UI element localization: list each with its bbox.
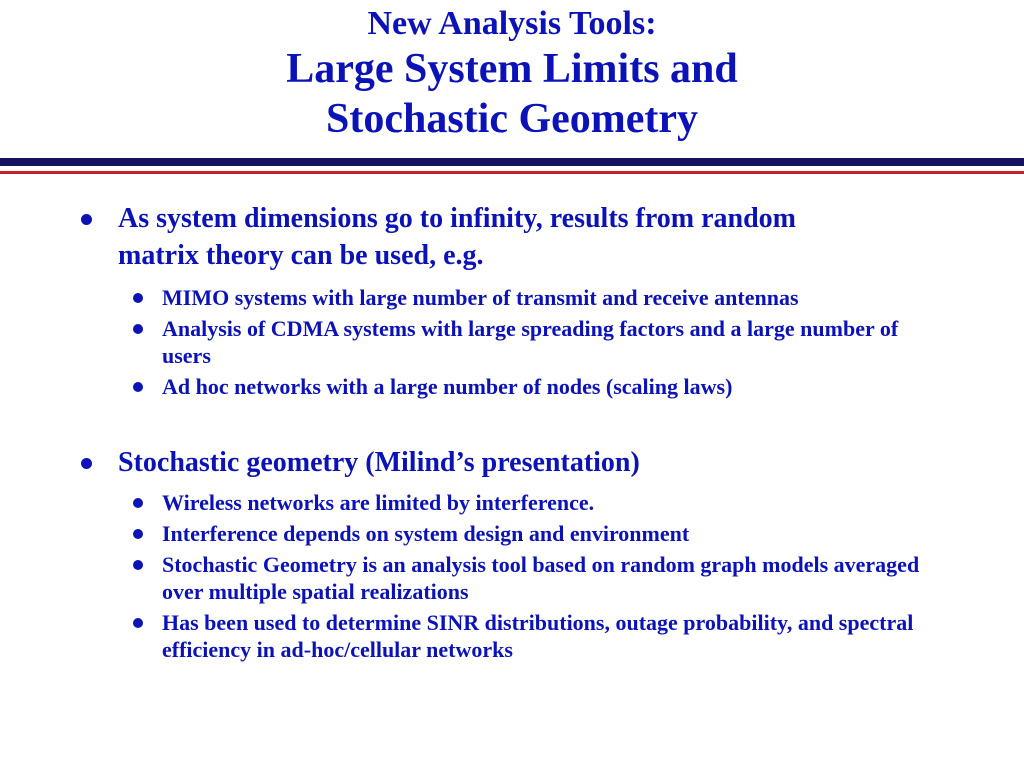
bullet-dot-icon (81, 458, 92, 469)
sub-bullet-interference-depends (0, 520, 932, 547)
title-divider-navy (0, 158, 1024, 166)
bullet-dot-icon (133, 618, 143, 628)
bullet-dot-icon (81, 214, 92, 225)
title-line-2: Large System Limits and (286, 46, 738, 92)
title-line-1: New Analysis Tools: (367, 5, 657, 42)
sub-bullet-text: Ad hoc networks with a large number of nodes (scaling laws) (162, 374, 733, 399)
sub-bullet-mimo (0, 284, 932, 311)
sub-bullet-text: Has been used to determine SINR distributions, outage probability, and spectral efficiency in ad-hoc/cellular networks (162, 610, 914, 662)
sub-bullet-text: Wireless networks are limited by interference. (162, 490, 595, 515)
sub-bullet-text: MIMO systems with large number of transmit and receive antennas (162, 285, 799, 310)
bullet-dot-icon (133, 324, 143, 334)
bullet-stochastic-geometry (0, 444, 838, 481)
sub-bullet-cdma (0, 315, 932, 369)
title-line-3: Stochastic Geometry (325, 96, 699, 142)
bullet-text: Stochastic geometry (Milind’s presentation) (118, 447, 640, 478)
bullet-dot-icon (133, 560, 143, 570)
bullet-list (0, 200, 1024, 663)
sub-bullet-text: Stochastic Geometry is an analysis tool based on random graph models averaged over multiple spatial realizations (162, 552, 920, 604)
bullet-dot-icon (133, 498, 143, 508)
bullet-random-matrix (0, 200, 838, 274)
sub-bullet-adhoc (0, 373, 932, 400)
bullet-dot-icon (133, 382, 143, 392)
sub-bullet-sinr (0, 609, 932, 663)
sub-bullet-text: Analysis of CDMA systems with large spreading factors and a large number of users (162, 316, 899, 368)
sub-bullet-analysis-tool (0, 551, 932, 605)
sub-bullet-interference-limited (0, 489, 932, 516)
bullet-dot-icon (133, 529, 143, 539)
title-divider-red (0, 171, 1024, 174)
sub-bullet-text: Interference depends on system design and environment (162, 521, 690, 546)
bullet-dot-icon (133, 293, 143, 303)
slide-title (0, 4, 1024, 144)
bullet-text: As system dimensions go to infinity, results from random matrix theory can be used, e.g. (118, 203, 797, 271)
